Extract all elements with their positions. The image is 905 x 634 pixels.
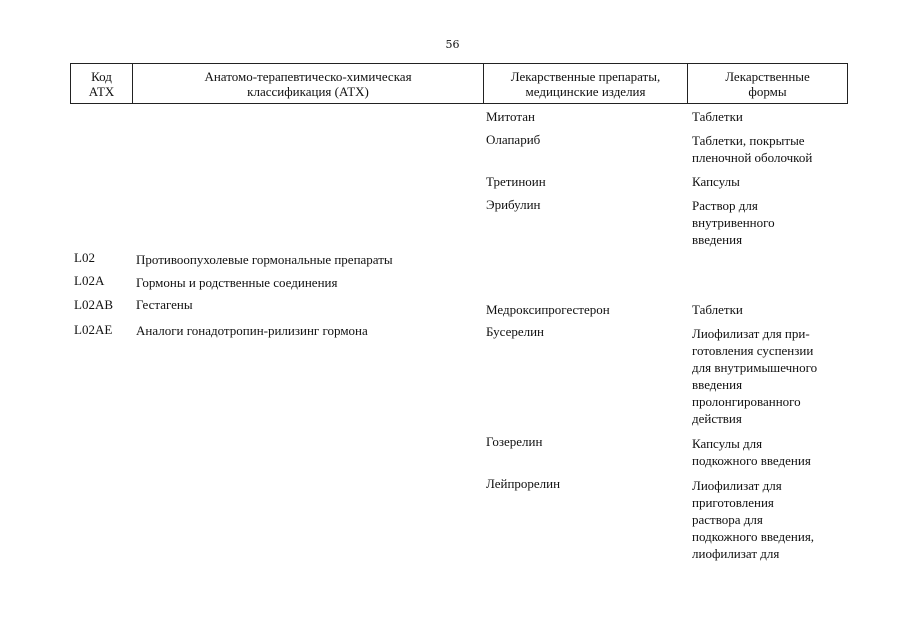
table-row-form: Лиофилизат для при- готовления суспензии для внутримышечного введения пролонгированного действия [692,326,818,426]
table-row-drug: Медроксипрогестерон [486,302,610,317]
table-row-form: Капсулы для подкожного введения [692,436,811,468]
table-row-code: L02 [74,250,95,265]
table-row-drug: Эрибулин [486,197,541,212]
table-row-code: L02AE [74,322,113,337]
table-row-drug: Гозерелин [486,434,543,449]
table-row-form: Таблетки, покрытые пленочной оболочкой [692,133,813,165]
table-row-form: Таблетки [692,302,743,317]
header-classification: Анатомо-терапевтическо-химическая классификация (АТХ) [133,64,484,104]
table-row-classification: Гормоны и родственные соединения [136,275,338,290]
table-row-classification: Противоопухолевые гормональные препараты [136,252,393,267]
header-drugs: Лекарственные препараты, медицинские изделия [484,64,688,104]
table-row-form: Лиофилизат для приготовления раствора для подкожного введения, лиофилизат для [692,478,815,561]
table-row-code: L02A [74,273,105,288]
table-row-form: Раствор для внутривенного введения [692,198,775,247]
table-row-drug: Третиноин [486,174,546,189]
page-number: 56 [445,38,460,51]
header-forms: Лекарственные формы [688,64,848,104]
table-row-form: Капсулы [692,174,740,189]
table-row-drug: Лейпрорелин [486,476,561,491]
table-row-drug: Олапариб [486,132,541,147]
table-row-classification: Гестагены [136,297,193,312]
table-row-drug: Митотан [486,109,535,124]
table-row-code: L02AB [74,297,113,312]
table-row-classification: Аналоги гонадотропин-рилизинг гормона [136,323,368,338]
table-header [70,63,848,104]
table-row-drug: Бусерелин [486,324,545,339]
header-code: Код АТХ [71,64,133,104]
table-row-form: Таблетки [692,109,743,124]
